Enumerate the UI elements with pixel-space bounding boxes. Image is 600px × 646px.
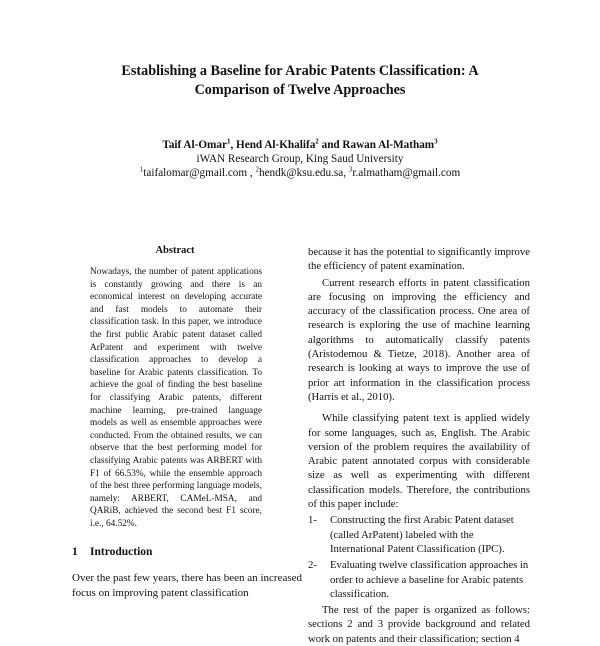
email-list <box>60 166 540 180</box>
email-3-mark: 3 <box>348 165 353 174</box>
author-3-affil-mark: 3 <box>434 137 438 146</box>
list-marker: 1- <box>308 514 317 527</box>
right-paragraph-3: The rest of the paper is organized as follows: sections 2 and 3 provide background and related work on patents and their classification; section 4 <box>308 604 530 645</box>
email-1: taifalomar@gmail.com , <box>143 167 256 179</box>
title-line-2: Comparison of Twelve Approaches <box>194 82 406 98</box>
right-paragraph-2: While classifying patent text is applied widely for some languages, such as, English. The Arabic version of the problem requires the availability of Arabic patent annotated corpus with considerable size as well as experimenting with different classification models. Therefore, the contributions of this paper include: <box>308 412 530 511</box>
list-item-text: Constructing the first Arabic Patent dataset (called ArPatent) labeled with the International Patent Classification (IPC). <box>330 514 514 555</box>
section-number: 1 <box>72 546 78 558</box>
right-paragraph-0: because it has the potential to significantly improve the efficiency of patent examination. <box>308 246 530 273</box>
author-2: , Hend Al-Khalifa <box>230 139 316 151</box>
email-2-mark: 2 <box>255 165 259 174</box>
intro-paragraph: Over the past few years, there has been an increased focus on improving patent classification <box>72 572 302 599</box>
list-item <box>308 558 530 601</box>
author-1: Taif Al-Omar <box>162 139 227 151</box>
contribution-list <box>308 513 530 601</box>
section-heading-introduction <box>72 546 152 558</box>
email-1-mark: 1 <box>139 165 144 174</box>
affiliation: iWAN Research Group, King Saud University <box>196 153 404 165</box>
title-line-1: Establishing a Baseline for Arabic Patents Classification: A <box>121 63 479 79</box>
list-item-text: Evaluating twelve classification approaches in order to achieve a baseline for Arabic patents classification. <box>330 559 529 600</box>
right-column <box>308 245 530 646</box>
right-paragraph-1: Current research efforts in patent classification are focusing on improving the efficiency and accuracy of the classification process. One area of research is exploring the use of machine learning algorithms to automatically classify patents (Aristodemou & Tietze, 2018). Another area of research is looking at ways to improve the use of prior art information in the classification process (Harris et al., 2010). <box>308 276 530 403</box>
abstract-heading: Abstract <box>155 245 195 256</box>
author-list <box>60 138 540 152</box>
list-marker: 2- <box>308 559 317 572</box>
author-1-affil-mark: 1 <box>226 137 231 146</box>
abstract-text: Nowadays, the number of patent applications is constantly growing and there is an economical interest on developing accurate and fast models to automate their classification task. In this paper, we introduce the first public Arabic patent dataset called ArPatent and experiment with twelve classification approaches to develop a baseline for Arabic patents classification. To achieve the goal of finding the best baseline for classifying Arabic patents, different machine learning, pre-trained language models as well as ensemble approaches were conducted. From the obtained results, we can observe that the best performing model for classifying Arabic patents was ARBERT with F1 of 66.53%, while the ensemble approach of the best three performing language models, namely: ARBERT, CAMeL-MSA, and QARiB, achieved the second best F1 score, i.e., 64.52%. <box>90 267 262 529</box>
email-2: hendk@ksu.edu.sa, <box>258 167 349 179</box>
paper-title <box>60 62 540 100</box>
email-3: r.almatham@gmail.com <box>352 167 461 179</box>
author-3: and Rawan Al-Matham <box>318 139 435 151</box>
section-title: Introduction <box>90 546 153 558</box>
author-2-affil-mark: 2 <box>315 137 319 146</box>
list-item <box>308 513 530 556</box>
